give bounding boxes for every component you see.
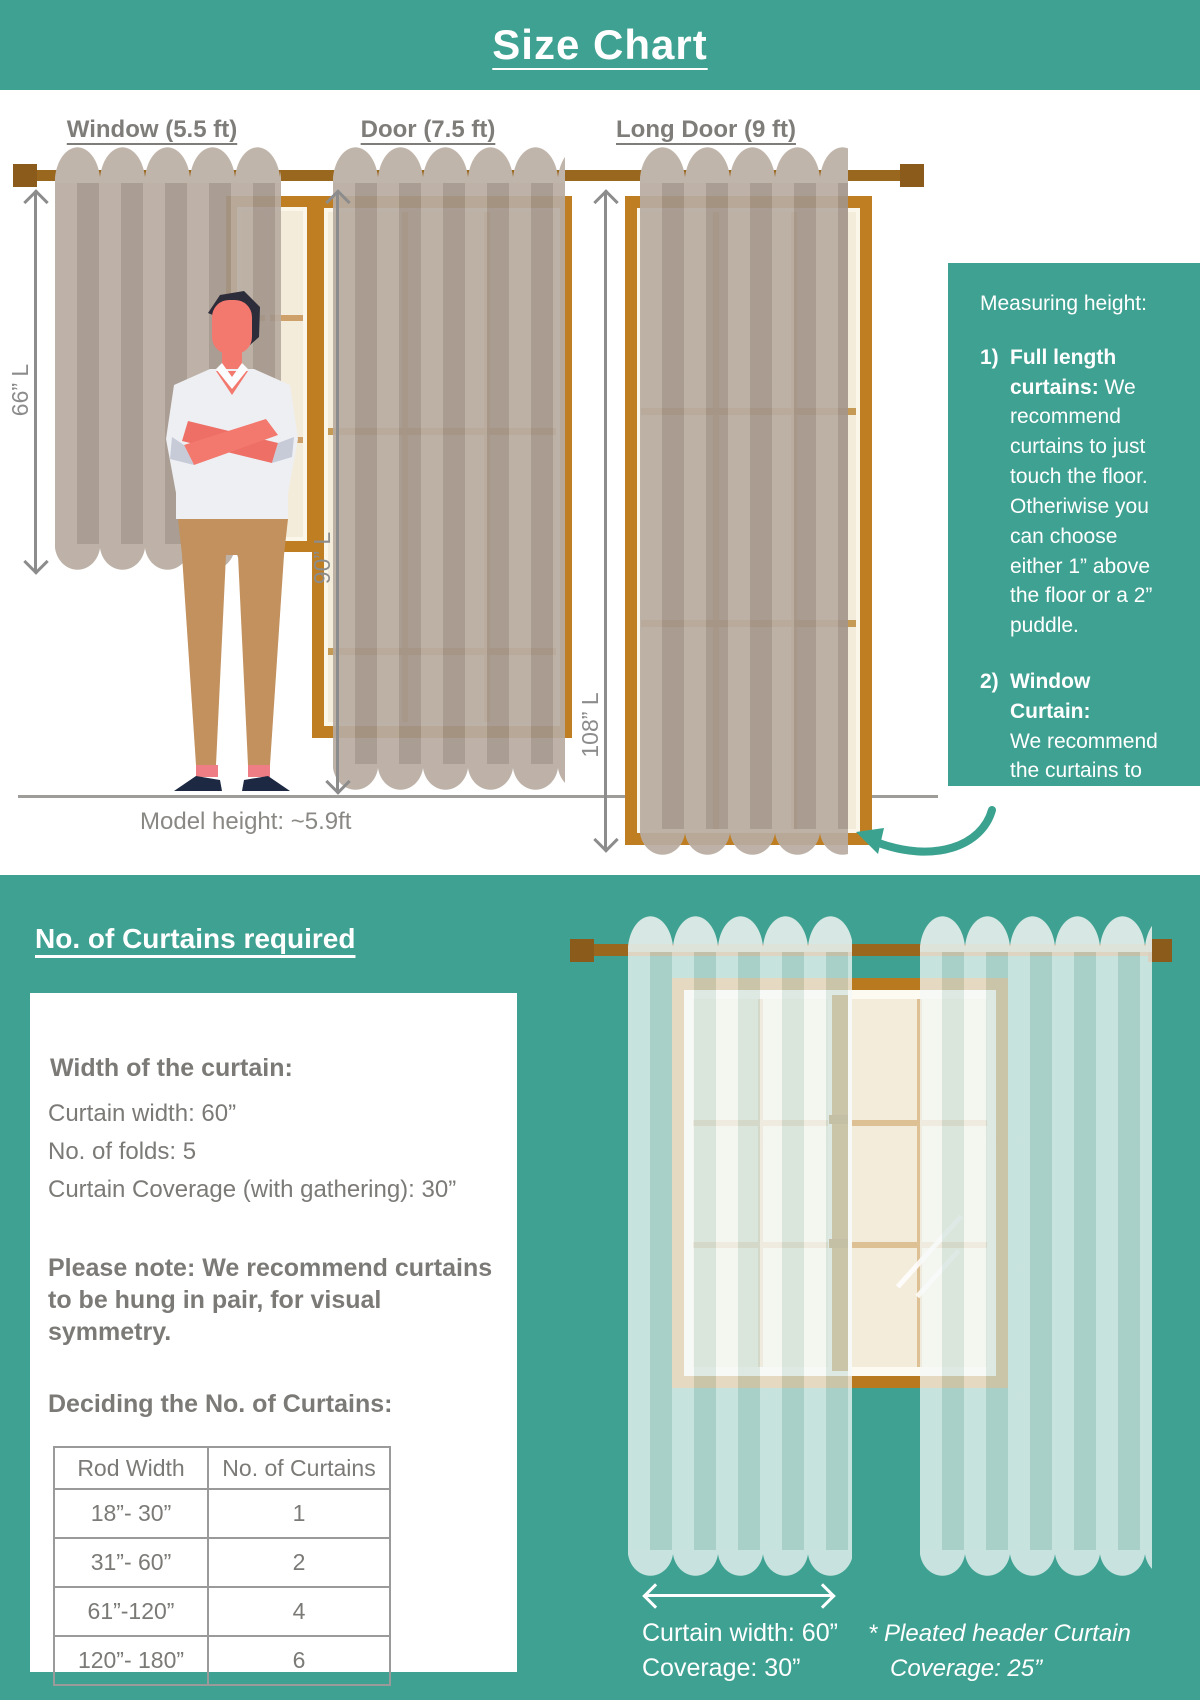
item-text: We recommend the curtains to fall 6”- 8” below the window sill. — [1010, 729, 1158, 842]
curtain-header-loops — [333, 147, 565, 183]
rod-width-cell: 120”- 180” — [54, 1636, 208, 1685]
curtain-hem — [920, 1550, 1152, 1576]
infobox-item-1 — [980, 343, 1174, 641]
curtain-header-loops — [628, 916, 852, 952]
model-hips — [178, 519, 288, 555]
curtain-width-label — [642, 1616, 838, 1686]
arrow-head — [856, 828, 884, 854]
label-door: Door (7.5 ft) — [360, 116, 496, 143]
pleated-header-note — [868, 1616, 1131, 1686]
measurement-label-66in: 66” L — [7, 363, 33, 417]
curtain-hem — [333, 764, 565, 790]
curtain-fabric — [920, 952, 1152, 1550]
curtain-width-line: Curtain width: 60” — [48, 1100, 237, 1127]
model-face — [212, 300, 252, 354]
rod-width-cell: 18”- 30” — [54, 1489, 208, 1538]
table-row — [54, 1489, 390, 1538]
folds-line: No. of folds: 5 — [48, 1138, 197, 1165]
model-illustration — [138, 287, 323, 799]
table-row — [54, 1538, 390, 1587]
table-row — [54, 1636, 390, 1685]
curtain-fabric — [628, 952, 852, 1550]
curved-pointer-arrow-icon — [848, 798, 1000, 870]
curtain-fabric — [333, 183, 565, 764]
col-header-no-curtains: No. of Curtains — [208, 1447, 390, 1489]
col-header-rod-width: Rod Width — [54, 1447, 208, 1489]
item-number: 1) — [980, 345, 999, 369]
infobox-title: Measuring height: — [980, 292, 1147, 315]
measurement-label-90in: 90” L — [309, 531, 335, 585]
pair-note: Please note: We recommend curtains to be hung in pair, for visual symmetry. — [48, 1254, 493, 1346]
coverage-line: Curtain Coverage (with gathering): 30” — [48, 1176, 457, 1203]
curtain-fabric — [640, 183, 848, 829]
measuring-height-box — [948, 263, 1200, 842]
width-label-line1: Curtain width: 60” — [642, 1619, 838, 1647]
model-right-sock — [248, 765, 270, 777]
rod-finial-right — [900, 164, 924, 187]
rod-width-table — [53, 1446, 391, 1686]
width-label-line2: Coverage: 30” — [642, 1654, 801, 1682]
table-header-row — [54, 1447, 390, 1489]
curtain-count-cell: 1 — [208, 1489, 390, 1538]
model-left-leg — [182, 555, 226, 765]
curtain-count-cell: 4 — [208, 1587, 390, 1636]
item-lead: Full length curtains: — [1010, 345, 1117, 399]
model-height-caption: Model height: ~5.9ft — [140, 808, 352, 835]
item-lead: Window Curtain: — [1010, 669, 1091, 723]
note-line1: * Pleated header Curtain — [868, 1620, 1131, 1647]
model-right-leg — [238, 555, 284, 765]
note-line2: Coverage: 25” — [890, 1655, 1043, 1682]
rod-width-cell: 31”- 60” — [54, 1538, 208, 1587]
curtain-door-90in — [333, 147, 565, 790]
infobox-item-2 — [980, 667, 1174, 846]
model-right-shoe — [242, 776, 290, 791]
curtain-header-loops — [640, 147, 848, 183]
measurement-arrow-90in — [336, 192, 339, 792]
curtain-hem — [640, 829, 848, 855]
page-title: Size Chart — [492, 21, 708, 68]
curtain-count-cell: 6 — [208, 1636, 390, 1685]
curtain-count-cell: 2 — [208, 1538, 390, 1587]
table-row — [54, 1587, 390, 1636]
rod-width-cell: 61”-120” — [54, 1587, 208, 1636]
measurement-label-108in: 108” L — [577, 692, 603, 758]
curtain-long-door-108in — [640, 147, 848, 855]
rod-finial-left — [570, 939, 594, 962]
label-window: Window (5.5 ft) — [66, 116, 238, 143]
header-banner — [0, 0, 1200, 90]
width-arrow — [645, 1594, 833, 1597]
model-left-shoe — [174, 776, 222, 791]
arrow-curve — [876, 810, 992, 852]
rod-finial-left — [13, 164, 37, 187]
sheer-curtain-right — [920, 916, 1152, 1576]
width-title: Width of the curtain: — [50, 1054, 293, 1082]
deciding-title: Deciding the No. of Curtains: — [48, 1390, 393, 1418]
item-number: 2) — [980, 669, 999, 693]
model-left-sock — [196, 765, 218, 777]
curtain-hem — [628, 1550, 852, 1576]
sheer-curtain-left — [628, 916, 852, 1576]
section-heading: No. of Curtains required — [35, 923, 356, 954]
item-text: We recommend curtains to just touch the floor. Otheriwise you can choose either 1” above the floor or a 2” puddle. — [1010, 375, 1153, 638]
curtain-header-loops — [55, 147, 281, 183]
label-long-door: Long Door (9 ft) — [616, 116, 796, 143]
curtain-header-loops — [920, 916, 1152, 952]
